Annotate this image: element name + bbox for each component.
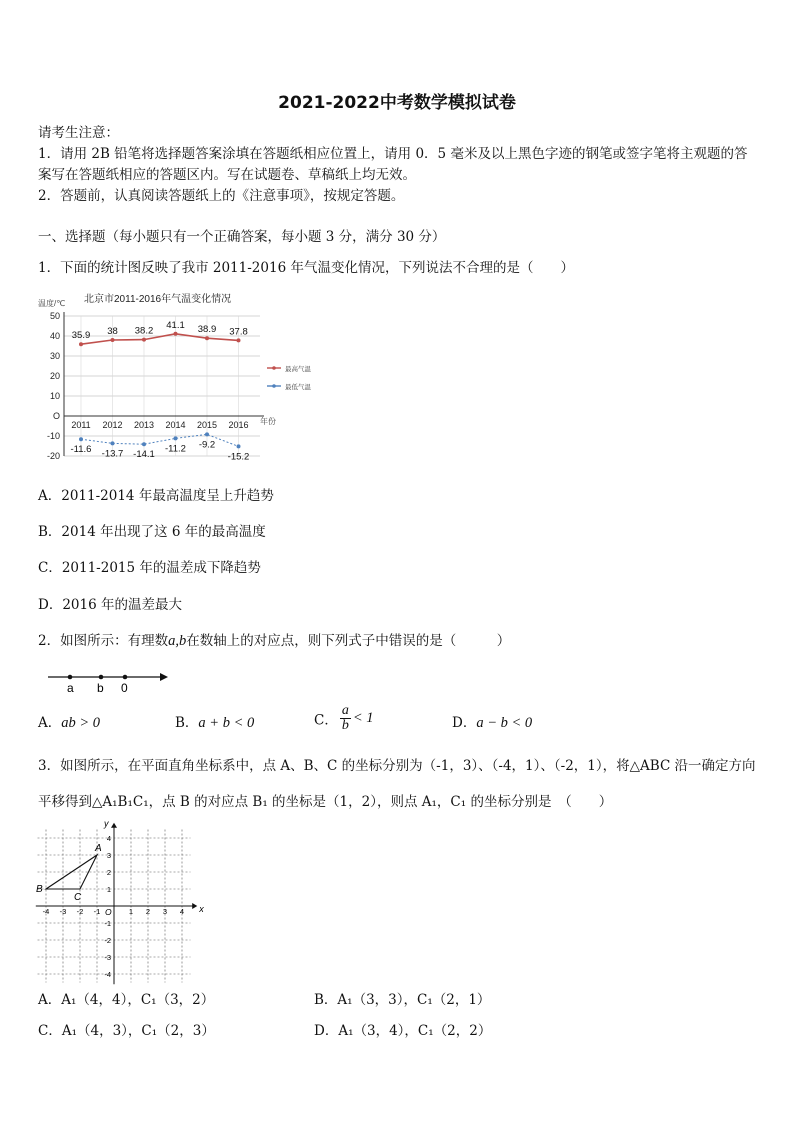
data-label: -15.2: [227, 451, 250, 463]
q1-option-c[interactable]: C．2011-2015 年的温差成下降趋势: [38, 560, 261, 576]
option-expr: < 1: [352, 710, 374, 726]
x-tick-label: -2: [76, 907, 84, 916]
option-expr: ab > 0: [61, 715, 101, 731]
q2-stem-part2: 在数轴上的对应点，则下列式子中错误的是（ ）: [186, 633, 511, 649]
data-label: 37.8: [229, 326, 248, 338]
y-tick-label: 3: [106, 851, 111, 860]
section-heading: 一、选择题（每小题只有一个正确答案，每小题 3 分，满分 30 分）: [38, 229, 446, 245]
legend-marker: [272, 384, 276, 388]
x-tick-label: -3: [59, 907, 67, 916]
origin-label: O: [105, 907, 112, 917]
q3-stem-line1: 3．如图所示，在平面直角坐标系中，点 A、B、C 的坐标分别为（-1，3）、（-4，1）、（-2，1），将△ABC 沿一确定方向: [38, 758, 756, 774]
data-point: [205, 432, 209, 436]
legend-marker: [272, 366, 276, 370]
series-line-0: [81, 334, 239, 344]
y-tick-label: 20: [49, 371, 60, 381]
data-label: -9.2: [198, 439, 216, 451]
x-tick-label: 2: [145, 907, 151, 916]
chart-series: [71, 320, 250, 463]
option-expr: a + b < 0: [198, 715, 255, 731]
point-b-dot: [99, 675, 104, 680]
q3-option-c[interactable]: C．A₁（4，3），C₁（2，3）: [38, 1023, 215, 1039]
y-tick-label: -2: [104, 936, 111, 945]
temperature-line-chart: [34, 288, 309, 470]
y-tick-label: 50: [49, 311, 60, 321]
notice-line-1a: 1．请用 2B 铅笔将选择题答案涂填在答题纸相应位置上，请用 0．5 毫米及以上黑色字迹的钢笔或签字笔将主观题的答: [38, 146, 748, 162]
point-label-b: B: [36, 884, 43, 895]
data-point: [142, 338, 146, 342]
q3-option-a[interactable]: A．A₁（4，4），C₁（3，2）: [38, 992, 215, 1008]
y-axis-arrow: [111, 823, 117, 828]
point-zero-dot: [123, 675, 128, 680]
data-label: 41.1: [166, 319, 185, 331]
x-tick-label: 4: [179, 907, 185, 916]
y-tick-label: 4: [106, 834, 111, 843]
grid-tick-labels: [43, 818, 205, 979]
point-b-label: b: [97, 681, 104, 695]
y-axis-label: y: [104, 818, 109, 829]
legend-label: 最低气温: [285, 384, 311, 391]
fraction-denominator: b: [341, 718, 349, 733]
option-letter: B．: [175, 715, 199, 731]
x-tick-label: 2013: [133, 420, 155, 430]
x-tick-label: -4: [42, 907, 50, 916]
data-point: [142, 442, 146, 446]
data-label: -13.7: [101, 448, 124, 460]
y-tick-label: 2: [106, 868, 111, 877]
data-point: [79, 437, 83, 441]
point-label-a: A: [95, 843, 102, 854]
y-tick-label: -1: [104, 919, 111, 928]
x-tick-label: 2011: [71, 420, 91, 430]
data-point: [205, 336, 209, 340]
y-tick-label: O: [52, 411, 60, 421]
data-label: 38.9: [197, 324, 217, 336]
x-tick-label: 2012: [102, 420, 123, 430]
option-letter: C．: [314, 712, 338, 729]
chart-legend: [267, 364, 312, 391]
chart-ylabel: 温度/℃: [38, 299, 66, 308]
point-a-label: a: [67, 681, 74, 695]
fraction-numerator: a: [341, 703, 349, 718]
q2-stem-vars: a,b: [168, 633, 187, 649]
q2-option-b[interactable]: [175, 711, 254, 732]
q3-stem-line2: 平移得到△A₁B₁C₁，点 B 的对应点 B₁ 的坐标是（1，2），则点 A₁，C₁ 的坐标分别是 （ ）: [38, 794, 613, 810]
number-line-arrow: [160, 673, 168, 681]
q2-stem-part1: 2．如图所示：有理数: [38, 633, 169, 649]
x-tick-label: 1: [128, 907, 134, 916]
option-expr: a − b < 0: [476, 715, 533, 731]
x-tick-label: 2015: [196, 420, 218, 430]
data-label: 35.9: [71, 330, 91, 342]
q2-option-d[interactable]: [452, 711, 532, 732]
data-point: [174, 332, 178, 336]
q1-option-d[interactable]: D．2016 年的温差最大: [38, 597, 182, 613]
q1-stem: 1．下面的统计图反映了我市 2011-2016 年气温变化情况，下列说法不合理的是（ ）: [38, 260, 574, 276]
page-title: 2021-2022中考数学模拟试卷: [278, 93, 516, 113]
data-point: [111, 441, 115, 445]
x-tick-label: 3: [162, 907, 168, 916]
data-label: -11.2: [165, 443, 186, 455]
chart-title: 北京市2011-2016年气温变化情况: [84, 294, 232, 305]
y-tick-label: 1: [106, 885, 111, 894]
data-label: 38.2: [134, 325, 154, 337]
y-tick-label: -10: [46, 431, 60, 441]
y-tick-label: -3: [104, 953, 111, 962]
q2-stem: [38, 629, 510, 650]
data-label: 38: [107, 326, 118, 337]
data-point: [79, 342, 83, 346]
data-point: [111, 338, 115, 342]
chart-xlabel: 年份: [260, 417, 276, 426]
grid-axes: [36, 823, 198, 985]
y-tick-label: 40: [49, 331, 60, 341]
x-tick-label: 2014: [165, 420, 186, 430]
q2-option-c[interactable]: [314, 704, 374, 733]
legend-label: 最高气温: [285, 366, 311, 373]
fraction-a-over-b: [340, 704, 351, 733]
q1-option-a[interactable]: A．2011-2014 年最高温度呈上升趋势: [38, 488, 274, 504]
q3-option-b[interactable]: B．A₁（3，3），C₁（2，1）: [314, 992, 491, 1008]
data-point: [237, 338, 241, 342]
point-label-c: C: [74, 892, 82, 903]
coordinate-grid: [36, 818, 204, 979]
y-tick-label: 30: [49, 351, 60, 361]
notice-heading: 请考生注意：: [38, 125, 119, 141]
notice-line-1b: 案写在答题纸相应的答题区内。写在试题卷、草稿纸上均无效。: [38, 167, 416, 183]
q2-option-a[interactable]: [38, 711, 100, 732]
data-label: -14.1: [133, 449, 155, 461]
point-a-dot: [68, 675, 73, 680]
option-letter: A．: [38, 715, 62, 731]
y-tick-label: -4: [104, 970, 111, 979]
data-label: -11.6: [70, 444, 92, 456]
point-zero-label: 0: [121, 681, 128, 695]
y-tick-label: 10: [49, 391, 60, 401]
q3-option-d[interactable]: D．A₁（3，4），C₁（2，2）: [314, 1023, 492, 1039]
q1-option-b[interactable]: B．2014 年出现了这 6 年的最高温度: [38, 524, 266, 540]
data-point: [237, 444, 241, 448]
data-point: [174, 436, 178, 440]
notice-line-2: 2．答题前，认真阅读答题纸上的《注意事项》，按规定答题。: [38, 188, 405, 204]
option-letter: D．: [452, 715, 477, 731]
number-line: [44, 668, 174, 696]
y-tick-label: -20: [46, 451, 60, 461]
x-axis-arrow: [192, 903, 197, 909]
x-axis-label: x: [199, 904, 204, 914]
x-tick-label: -1: [93, 907, 101, 916]
x-tick-label: 2016: [228, 420, 249, 430]
